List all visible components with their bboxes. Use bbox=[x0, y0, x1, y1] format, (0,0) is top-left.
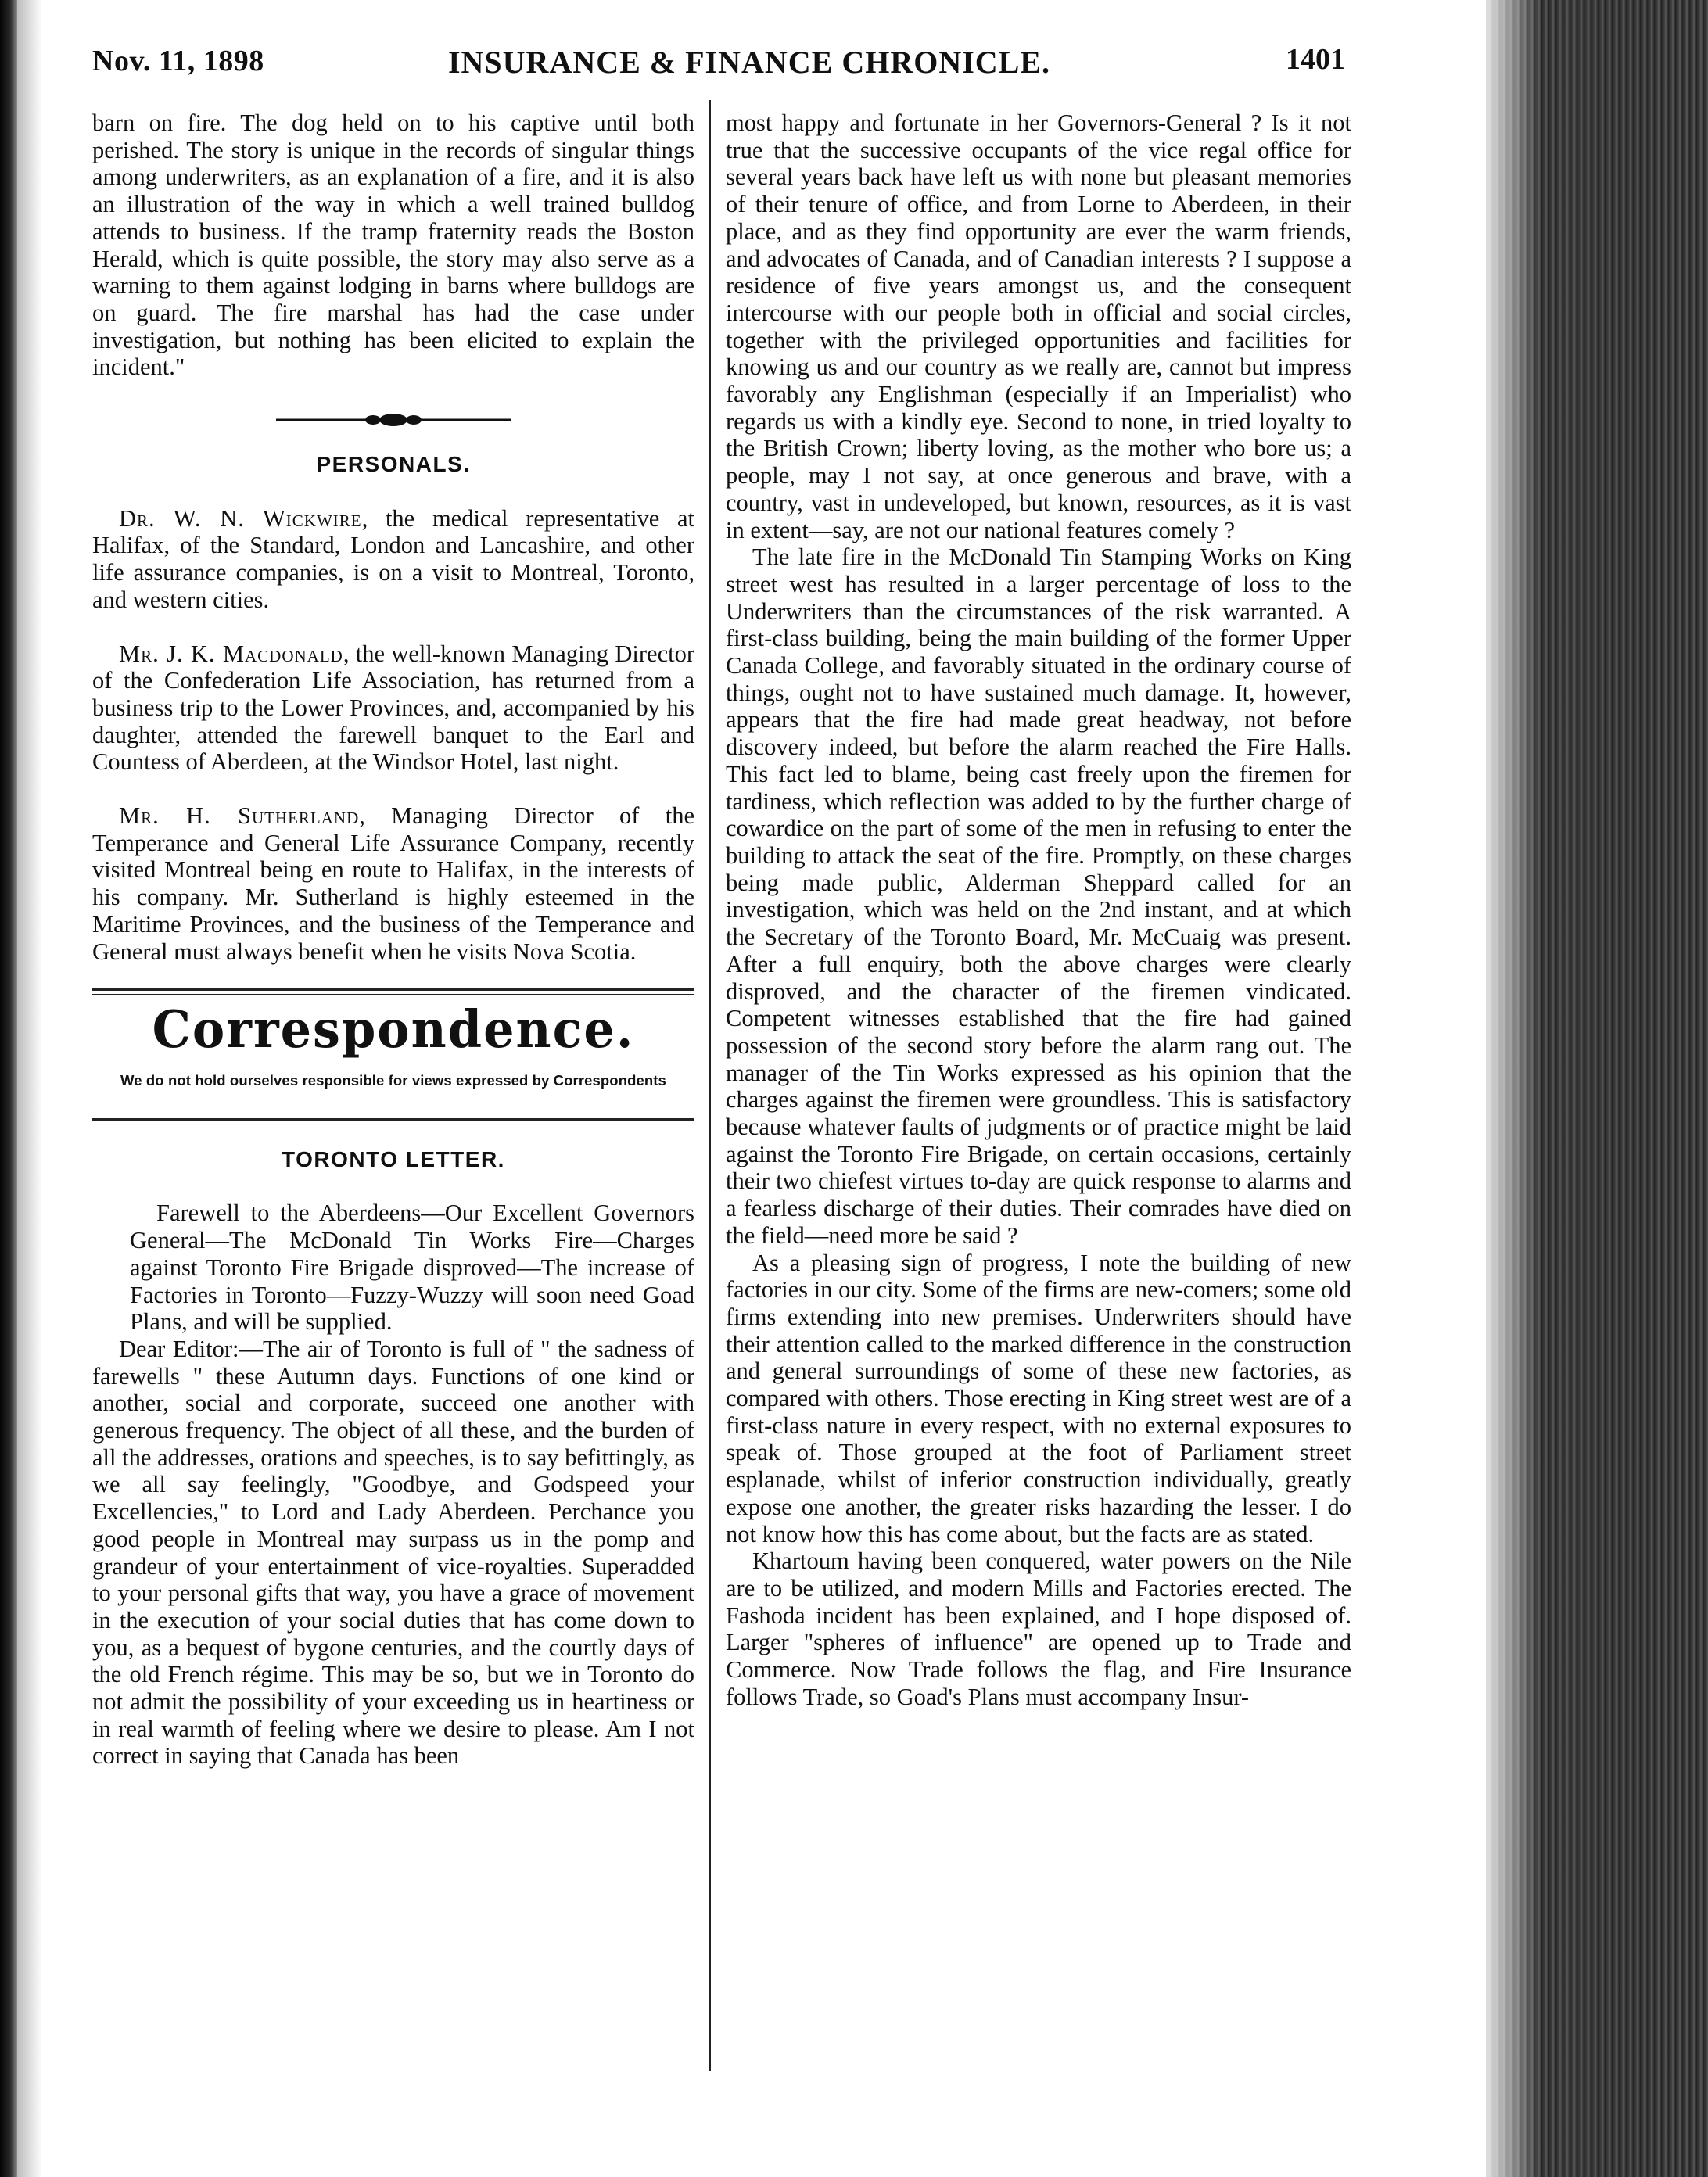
article-paragraph: The late fire in the McDonald Tin Stamping Works on King street west has resulted in a larger percentage of loss to the Underwriters than the circumstances of the risk warranted. A first-class building, being the main building of the former Upper Canada College, and favorably situated in the ordinary course of things, ought not to have sustained much damage. It, however, appears that the fire had made great headway, not before discovery indeed, but before the alarm reached the Fire Halls. This fact led to blame, being cast freely upon the firemen for tardiness, which reflection was added to by the further charge of cowardice on the part of some of the men in refusing to enter the building to attack the seat of the fire. Promptly, on these charges being made public, Alderman Sheppard called for an investigation, which was held on the 2nd instant, and at which the Secretary of the Toronto Board, Mr. McCuaig was present. After a full enquiry, both the above charges were clearly disproved, and the character of the firemen vindicated. Competent witnesses established that the fire had gained possession of the second story before the alarm rang out. The manager of the Tin Works expressed as his opinion that the charges against the firemen were groundless. This is satisfactory because whatever faults of judgments or of practice might be laid against the Toronto Fire Brigade, on certain occasions, certainly their two chiefest virtues to-day are quick response to alarms and a fearless discharge of their duties. Their comrades have died on the field—need more be said ? bbox=[726, 543, 1351, 1249]
toronto-letter-synopsis: Farewell to the Aberdeens—Our Excellent Governors General—The McDonald Tin Works Fire—Charges against Toronto Fire Brigade disproved—The increase of Factories in Toronto—Fuzzy-Wuzzy will soon need Goad Plans, and will be supplied. bbox=[130, 1200, 694, 1336]
section-rule bbox=[92, 988, 694, 995]
personal-item-sutherland bbox=[92, 802, 694, 965]
book-page-edges bbox=[1486, 0, 1708, 2177]
personal-text: , the well-known Managing Director of the Confederation Life Association, has returned from a business trip to the Lower Provinces, and, accompanied by his daughter, attended the farewell banquet to the Earl and Countess of Aberdeen, at the Windsor Hotel, last night. bbox=[92, 640, 694, 776]
article-paragraph: Khartoum having been conquered, water powers on the Nile are to be utilized, and modern Mills and Factories erected. The Fashoda incident has been explained, and I hope disposed of. Larger "spheres of influence" are opened up to Trade and Commerce. Now Trade follows the flag, and Fire Insurance follows Trade, so Goad's Plans must accompany Insur- bbox=[726, 1548, 1351, 1710]
personal-item-macdonald bbox=[92, 640, 694, 776]
section-rule bbox=[92, 1118, 694, 1124]
right-column bbox=[726, 109, 1351, 1710]
gutter-shading bbox=[17, 0, 41, 2177]
personal-text: , the medical representative at Halifax, of the Standard, London and Lancashire, and other life assurance companies, is on a visit to Montreal, Toronto, and western cities. bbox=[92, 504, 694, 613]
continued-article-text: barn on fire. The dog held on to his captive until both perished. The story is unique in the records of singular things among underwriters, as an explanation of a fire, and it is also an illustration of the way in which a well trained bulldog attends to business. If the tramp fraternity reads the Boston Herald, which is quite possible, the story may also serve as a warning to them against lodging in barns where bulldogs are on guard. The fire marshal has had the case under investigation, but nothing has been elicited to explain the incident." bbox=[92, 109, 694, 381]
personal-text: , Managing Director of the Temperance and General Life Assurance Company, recently visited Montreal being en route to Halifax, in the interests of his company. Mr. Sutherland is highly esteemed in the Maritime Provinces, and the business of the Temperance and General must always benefit when he visits Nova Scotia. bbox=[92, 802, 694, 965]
binding-shadow bbox=[0, 0, 17, 2177]
toronto-letter-paragraph: Dear Editor:—The air of Toronto is full of " the sadness of farewells " these Autumn days. Functions of one kind or another, social and corporate, succeed one another with generous frequency. The object of all these, and the burden of all the addresses, orations and speeches, is to say befittingly, as we all say feelingly, "Goodbye, and Godspeed your Excellencies," to Lord and Lady Aberdeen. Perchance you good people in Montreal may surpass us in the pomp and grandeur of your entertainment of vice-royalties. Superadded to your personal gifts that way, you have a grace of movement in the execution of your social duties that has come down to you, as a bequest of bygone centuries, and the courtly days of the old French régime. This may be so, but we in Toronto do not admit the possibility of your exceeding us in heartiness or in real warmth of feeling where we desire to please. Am I not correct in saying that Canada has been bbox=[92, 1335, 694, 1770]
personals-heading: PERSONALS. bbox=[316, 452, 471, 477]
column-divider bbox=[709, 100, 711, 2071]
header-date: Nov. 11, 1898 bbox=[92, 45, 264, 77]
correspondence-disclaimer: We do not hold ourselves responsible for views expressed by Correspondents bbox=[120, 1071, 666, 1088]
left-column bbox=[92, 109, 694, 1770]
toronto-letter-heading: TORONTO LETTER. bbox=[282, 1146, 505, 1171]
article-paragraph: As a pleasing sign of progress, I note the building of new factories in our city. Some of the firms are new-comers; some old firms extending into new premises. Underwriters should have their attention called to the marked difference in the construction and general surroundings of some of these new factories, as compared with others. Those erecting in King street west are of a first-class nature in every respect, with no external exposures to speak of. Those grouped at the foot of Parliament street esplanade, whilst of inferior construction individually, greatly expose one another, the greater risks hazarding the lesser. I do not know how this has come about, but the facts are as stated. bbox=[726, 1249, 1351, 1548]
page-number: 1401 bbox=[1286, 43, 1345, 76]
article-paragraph: most happy and fortunate in her Governors-General ? Is it not true that the successive occupants of the vice regal office for several years back have left us with none but pleasant memories of their tenure of office, and from Lorne to Aberdeen, in their place, and as they find opportunity are ever the warm friends, and advocates of Canada, and of Canadian interests ? I suppose a residence of five years amongst us, and the consequent intercourse with our people both in official and social circles, together with the privileged opportunities and facilities for knowing us and our country as we really are, cannot but impress favorably any Englishman (especially if an Imperialist) who regards us with a kindly eye. Second to none, in tried loyalty to the British Crown; liberty loving, as the mother who bore us; a people, may I not say, at once generous and brave, with a country, vast in undeveloped, but known, resources, as it is vast in extent—say, are not our national features comely ? bbox=[726, 109, 1351, 543]
personal-name: Dr. W. N. Wickwire bbox=[119, 504, 362, 532]
running-header bbox=[92, 41, 1344, 88]
correspondence-heading: Correspondence. bbox=[152, 999, 635, 1060]
publication-title: INSURANCE & FINANCE CHRONICLE. bbox=[447, 45, 1051, 80]
ornament-divider-icon bbox=[276, 411, 511, 429]
personal-item-wickwire bbox=[92, 505, 694, 614]
personal-name: Mr. H. Sutherland bbox=[119, 802, 360, 830]
personal-name: Mr. J. K. Macdonald bbox=[119, 640, 343, 667]
